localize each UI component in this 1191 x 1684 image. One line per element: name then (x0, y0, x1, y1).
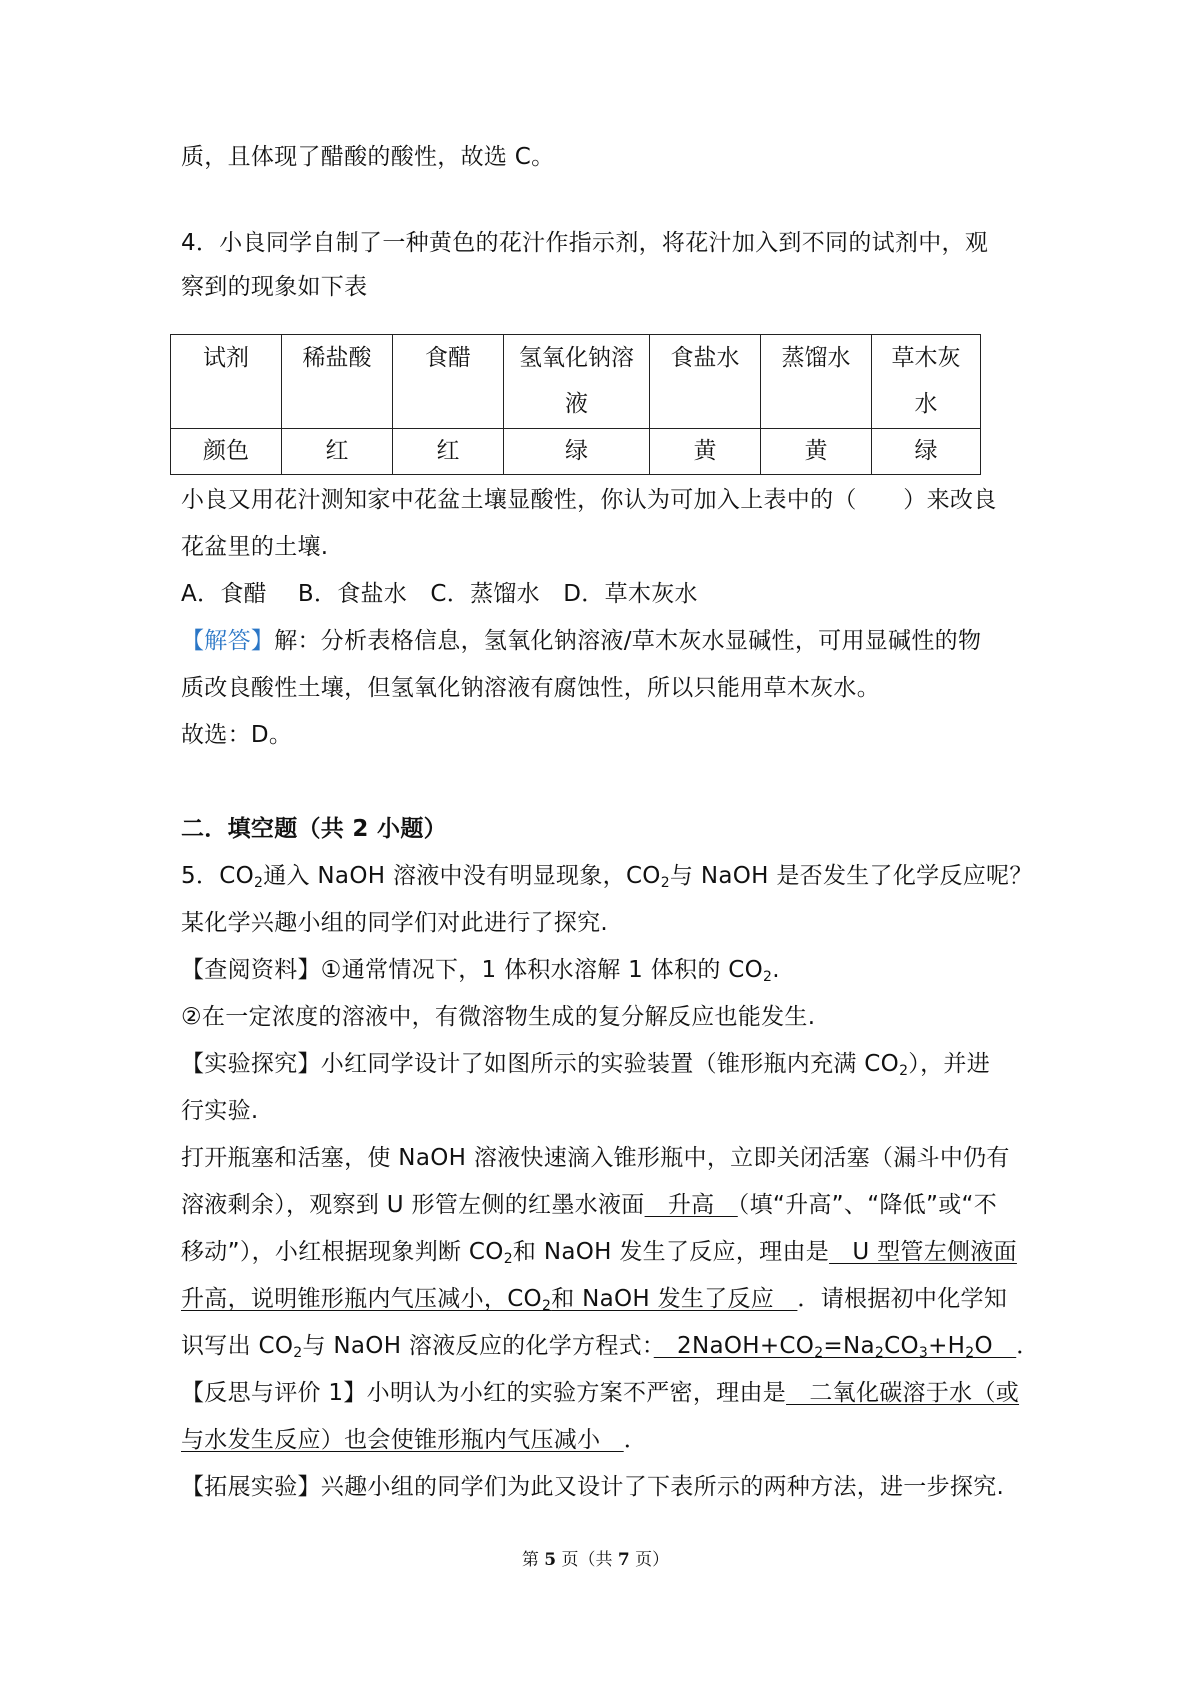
table-cell: 氢氧化钠溶 液 (504, 335, 650, 429)
q5-line-10: 升高，说明锥形瓶内气压减小，$CO_2$和 NaOH 发生了反应 ．请根据初中化学知 (181, 1286, 1008, 1314)
q5-line-14: 【拓展实验】兴趣小组的同学们为此又设计了下表所示的两种方法，进一步探究. (181, 1474, 1005, 1500)
table-cell: 蒸馏水 (761, 335, 872, 429)
page-footer: 第 5 页（共 7 页） (521, 1550, 670, 1570)
table-cell: 颜色 (171, 429, 282, 475)
q4-answer-line-2: 质改良酸性土壤，但氢氧化钠溶液有腐蚀性，所以只能用草木灰水。 (181, 675, 880, 701)
q5-line-2: 某化学兴趣小组的同学们对此进行了探究. (181, 910, 609, 936)
table-cell: 食盐水 (650, 335, 761, 429)
table-cell: 食醋 (393, 335, 504, 429)
q5-line-9: 移动”），小红根据现象判断 $CO_2$和 NaOH 发生了反应，理由是 U 型管左侧液面 (181, 1239, 1017, 1267)
table-cell: 黄 (650, 429, 761, 475)
q5-line-8: 溶液剩余），观察到 U 形管左侧的红墨水液面 升高 （填“升高”、“降低”或“不 (181, 1192, 998, 1218)
table-cell: 稀盐酸 (282, 335, 393, 429)
answer-text: 解：分析表格信息，氢氧化钠溶液/草木灰水显碱性，可用显碱性的物 (274, 628, 982, 654)
table-cell: 红 (393, 429, 504, 475)
q4-answer-line-3: 故选：D。 (181, 722, 293, 748)
q4-stem-line-1: 4．小良同学自制了一种黄色的花汁作指示剂，将花汁加入到不同的试剂中，观 (181, 230, 989, 256)
q5-line-13: 与水发生反应）也会使锥形瓶内气压减小 ． (181, 1427, 648, 1453)
total-pages: 7 (617, 1550, 630, 1570)
table-cell: 红 (282, 429, 393, 475)
q5-line-7: 打开瓶塞和活塞，使 NaOH 溶液快速滴入锥形瓶中，立即关闭活塞（漏斗中仍有 (181, 1145, 1010, 1171)
q5-line-6: 行实验. (181, 1098, 259, 1124)
q4-answer-line-1 (181, 626, 1021, 656)
table-cell: 黄 (761, 429, 872, 475)
table-row-reagents (171, 335, 981, 429)
table-cell: 绿 (872, 429, 981, 475)
equation-blank: $2NaOH+CO_2=Na_2CO_3+H_2O$ (653, 1333, 1017, 1361)
answer-tag: 【解答】 (181, 628, 275, 654)
q5-line-11: 识写出 $CO_2$与 NaOH 溶液反应的化学方程式： $2NaOH+CO_2=Na_2CO_3+H_2O$ ． (181, 1333, 1040, 1361)
reagent-color-table (170, 334, 981, 475)
q4-followup-line-1: 小良又用花汁测知家中花盆土壤显酸性，你认为可加入上表中的（ ）来改良 (181, 487, 997, 513)
q3-answer-tail: 质，且体现了醋酸的酸性，故选 C。 (181, 144, 555, 170)
q5-line-5: 【实验探究】小红同学设计了如图所示的实验装置（锥形瓶内充满 $CO_2$），并进 (181, 1051, 990, 1079)
table-row-colors (171, 429, 981, 475)
table-cell: 草木灰 水 (872, 335, 981, 429)
answer-blank: 升高 (644, 1192, 738, 1218)
q5-line-12: 【反思与评价 1】小明认为小红的实验方案不严密，理由是 二氧化碳溶于水（或 (181, 1380, 1020, 1406)
answer-blank: U 型管左侧液面 (829, 1239, 1017, 1265)
q5-line-4: ②在一定浓度的溶液中，有微溶物生成的复分解反应也能发生. (181, 1004, 816, 1030)
section-title: 二．填空题（共 2 小题） (181, 816, 447, 842)
table-cell: 试剂 (171, 335, 282, 429)
q5-line-1: 5．$CO_2$通入 NaOH 溶液中没有明显现象，$CO_2$与 NaOH 是否发生了化学反应呢？ (181, 863, 1033, 891)
answer-blank: 升高，说明锥形瓶内气压减小，$CO_2$和 NaOH 发生了反应 (181, 1286, 798, 1314)
q4-stem-line-2: 察到的现象如下表 (181, 274, 368, 300)
table-cell: 绿 (504, 429, 650, 475)
answer-blank: 与水发生反应）也会使锥形瓶内气压减小 (181, 1427, 624, 1453)
q5-line-3: 【查阅资料】①通常情况下，1 体积水溶解 1 体积的 $CO_2$. (181, 957, 780, 985)
current-page: 5 (544, 1550, 557, 1570)
q4-options: A．食醋 B．食盐水 C．蒸馏水 D．草木灰水 (181, 581, 698, 607)
q4-followup-line-2: 花盆里的土壤. (181, 534, 329, 560)
answer-blank: 二氧化碳溶于水（或 (786, 1380, 1020, 1406)
